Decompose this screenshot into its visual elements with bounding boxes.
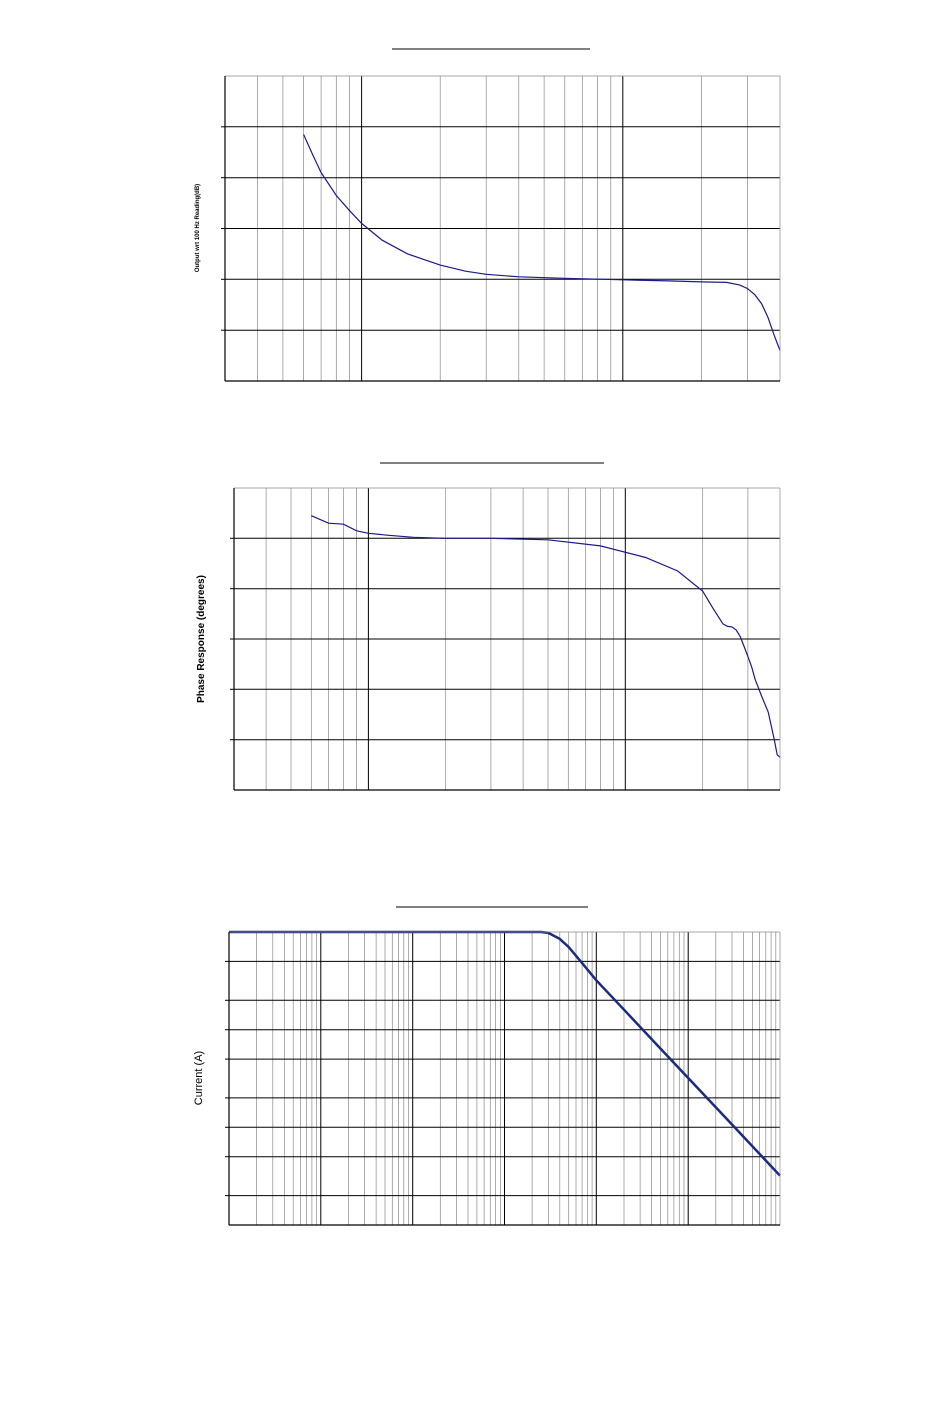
magnitude-chart [195, 49, 780, 381]
phase-series-line [311, 516, 780, 758]
magnitude-chart-grid [225, 76, 780, 381]
current-chart-frame [225, 932, 780, 1225]
magnitude-series-line [304, 135, 780, 351]
current-y-axis-label: Current (A) [193, 1050, 205, 1106]
current-chart-grid [229, 932, 780, 1225]
phase-chart [196, 463, 780, 790]
current-chart [193, 907, 780, 1225]
phase-chart-grid [234, 488, 780, 790]
magnitude-y-axis-label: Output wrt 100 Hz Reading(dB) [195, 183, 201, 273]
phase-y-axis-label: Phase Response (degrees) [196, 575, 207, 703]
